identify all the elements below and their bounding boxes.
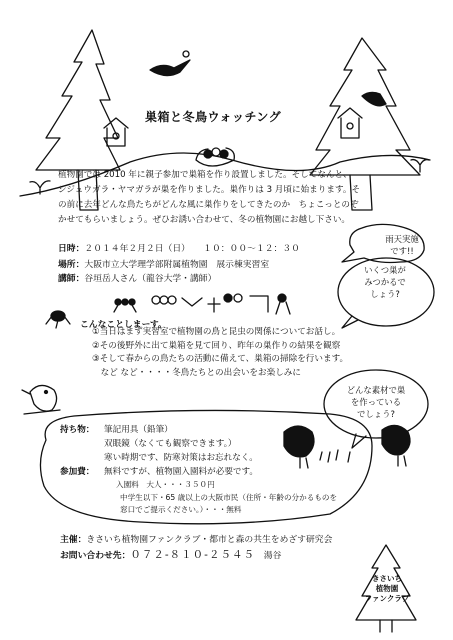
place-label: 場所： (58, 260, 85, 270)
fee-value: 無料ですが、植物園入園料が必要です。 (104, 467, 259, 477)
step-item: ②その後野外に出て巣箱を見て回り、昨年の巣作りの結果を観察 (92, 340, 341, 351)
intro-line: 植物園では 2010 年に親子参加で巣箱を作り設置しました。そしてなんと、 (58, 170, 352, 180)
fee-adult: 入園料 大人・・・３５０円 (116, 480, 215, 489)
lecturer-row (58, 272, 216, 286)
right-tree (310, 38, 420, 175)
date-label: 日時： (58, 244, 85, 254)
left-birdhouse (104, 118, 128, 146)
materials-question: どんな素材で巣 を作っている でしょう? (346, 385, 406, 419)
date-value: ２０１４年２月２日（日） １０：００～１２：３０ (84, 244, 300, 254)
intro-paragraph (58, 168, 403, 228)
activities-lead: こんなことしまーす。 (80, 320, 167, 330)
rain-note: 雨天実施 です!! (385, 234, 419, 256)
lecturer-value: 谷垣岳人さん（龍谷大学・講師） (84, 274, 217, 284)
step-item: ①当日はまず実習室で植物園の鳥と昆虫の関係についてお話し。 (92, 327, 341, 337)
fee-child-2: 窓口でご提示ください。）・・・無料 (120, 505, 242, 514)
bring-section (60, 423, 350, 517)
step-item: など など・・・・冬鳥たちとの出会いをお楽しみに (92, 367, 301, 378)
activity-steps (92, 326, 362, 380)
flying-bird (150, 60, 190, 76)
nests-question: いくつ巣が みつかるで しょう? (364, 265, 406, 299)
step-item: ③そして春からの鳥たちの活動に備えて、巣箱の掃除を行います。 (92, 354, 349, 364)
leaf-sprig (183, 51, 189, 57)
left-tree (36, 30, 120, 170)
fee-child-1: 中学生以下・65 歳以上の大阪市民（住所・年齢の分かるものを (120, 492, 338, 502)
footer (60, 533, 370, 564)
sprout-left (30, 181, 50, 194)
lecturer-label: 講師： (58, 274, 85, 284)
fanclub-badge-label: きさいち 植物園 ファンクラブ (364, 574, 410, 603)
intro-line: の前に去年どんな鳥たちがどんな風に巣作りをしてきたのか ちょこっとのぞ (58, 200, 359, 210)
intro-line: シジュウガラ・ヤマガラが巣を作りました。巣作りは 3 月頃に始まります。そ (58, 185, 361, 195)
fee-label: 参加費： (60, 467, 95, 477)
contact-label: お問い合わせ先： (60, 551, 131, 561)
contact-person: 湯谷 (263, 551, 282, 561)
bring-item: 筆記用具（鉛筆） (104, 425, 173, 435)
phone-number: ０７２‐８１０‐２５４５ (130, 549, 255, 561)
bring-item: 双眼鏡（なくても観察できます。） (104, 439, 237, 449)
intro-line: かせてもらいましょう。ぜひお誘い合わせて、冬の植物園にお越し下さい。 (58, 215, 351, 225)
place-value: 大阪市立大学理学部附属植物園 展示棟実習室 (84, 260, 270, 270)
bring-item: 寒い時期です、防寒対策はお忘れなく。 (104, 453, 258, 463)
organizer-label: 主催： (60, 535, 87, 545)
left-bird (22, 385, 60, 414)
place-row (58, 258, 269, 272)
event-title: 巣箱と冬鳥ウォッチング (145, 110, 282, 124)
sprout-right (411, 160, 429, 172)
bring-label: 持ち物： (60, 425, 95, 435)
perched-bird (362, 92, 386, 105)
organizer-value: きさいち植物園ファンクラブ・都市と森の共生をめざす研究会 (86, 535, 333, 545)
date-row (58, 242, 300, 256)
